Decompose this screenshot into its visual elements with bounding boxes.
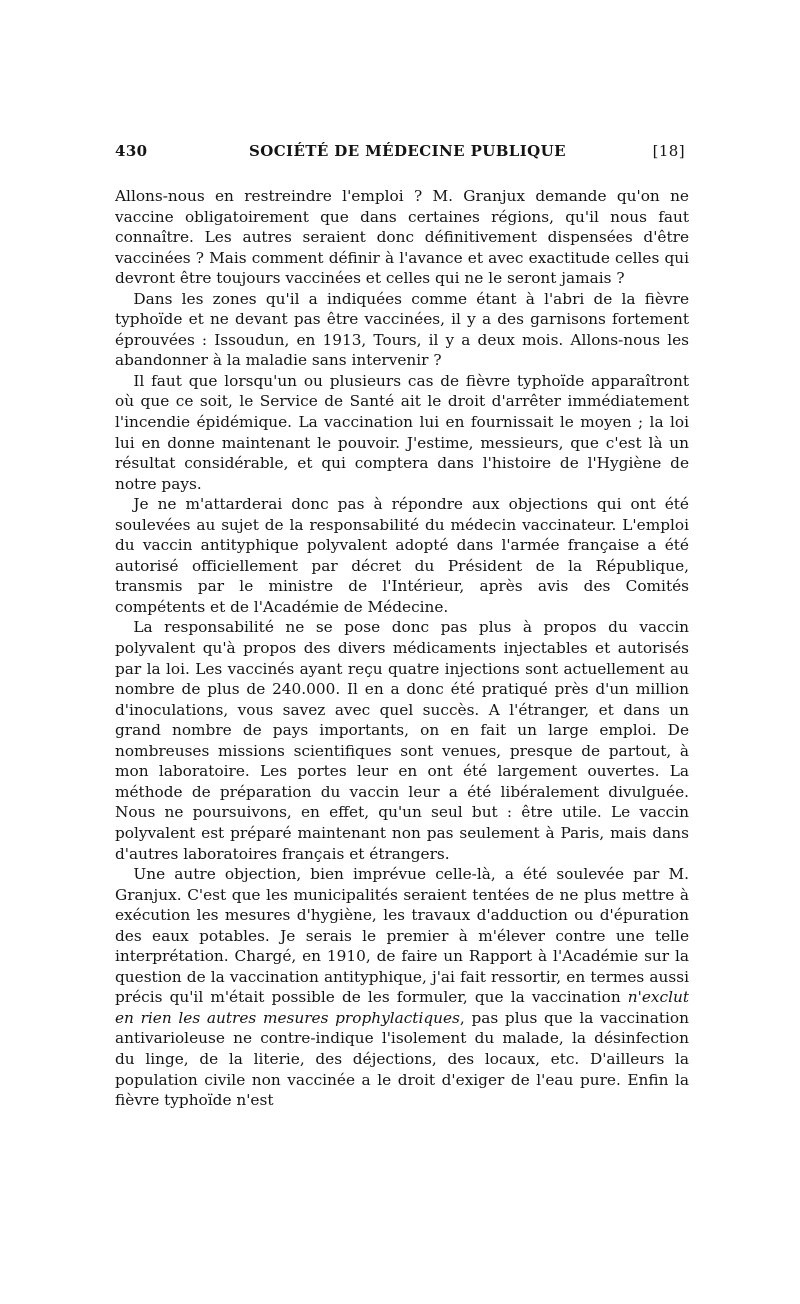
paragraph-1: Allons-nous en restreindre l'emploi ? M. Granjux demande qu'on ne vaccine obligatoirement que dans certaines régions, qu'il nous faut connaître. Les autres seraient donc définitivement dispensées d'être vaccinées ? Mais comment définir à l'avance et avec exactitude celles qui devront être toujours vaccinées et celles qui ne le seront jamais ?: [115, 187, 689, 288]
paragraph-3: Il faut que lorsqu'un ou plusieurs cas de fièvre typhoïde apparaîtront où que ce soit, le Service de Santé ait le droit d'arrêter immédiatement l'incendie épidémique. La vaccination lui en fournissait le moyen ; la loi lui en donne maintenant le pouvoir. J'estime, messieurs, que c'est là un résultat considérable, et qui comptera dans l'histoire de l'Hygiène de notre pays.: [115, 371, 689, 493]
paragraph-2: Dans les zones qu'il a indiquées comme étant à l'abri de la fièvre typhoïde et ne devant pas être vaccinées, il y a des garnisons fortement éprouvées : Issoudun, en 1913, Tours, il y a deux mois. Allons-nous les abandonner à la maladie sans intervenir ?: [115, 289, 689, 370]
paragraph-5: La responsabilité ne se pose donc pas plus à propos du vaccin polyvalent qu'à propos des divers médicaments injectables et autorisés par la loi. Les vaccinés ayant reçu quatre injections sont actuellement au nombre de plus de 240.000. Il en a donc été pratiqué près d'un million d'inoculations, vous savez avec quel succès. A l'étranger, et dans un grand nombre de pays importants, on en fait un large emploi. De nombreuses missions scientifiques sont venues, presque de partout, à mon laboratoire. Les portes leur en ont été largement ouvertes. La méthode de préparation du vaccin leur a été libéralement divulguée. Nous ne poursuivons, en effet, qu'un seul but : être utile. Le vaccin polyvalent est préparé maintenant non pas seulement à Paris, mais dans d'autres laboratoires français et étrangers.: [115, 618, 689, 863]
paragraph-6-text-after: , pas plus que la vaccination antivarioleuse ne contre-indique l'isolement du malade, la désinfection du linge, de la literie, des déjections, des locaux, etc. D'ailleurs la population civile non vaccinée a le droit d'exiger de l'eau pure. Enfin la fièvre typhoïde n'est: [115, 1008, 689, 1110]
document-page: [115, 142, 689, 1111]
folio-marker: [18]: [652, 142, 685, 160]
paragraph-6: [115, 864, 689, 1111]
paragraph-6-italic-phrase: n'exclut en rien les autres mesures prophylactiques: [115, 988, 689, 1027]
journal-title: SOCIÉTÉ DE MÉDECINE PUBLIQUE: [249, 142, 566, 160]
body-text: [115, 186, 689, 1111]
paragraph-4: Je ne m'attarderai donc pas à répondre aux objections qui ont été soulevées au sujet de la responsabilité du médecin vaccinateur. L'emploi du vaccin antityphique polyvalent adopté dans l'armée française a été autorisé officiellement par décret du Président de la République, transmis par le ministre de l'Intérieur, après avis des Comités compétents et de l'Académie de Médecine.: [115, 495, 689, 616]
running-head: [115, 142, 689, 166]
page-number: 430: [115, 142, 148, 160]
paragraph-6-text-before: Une autre objection, bien imprévue celle-là, a été soulevée par M. Granjux. C'est que les municipalités seraient tentées de ne plus mettre à exécution les mesures d'hygiène, les travaux d'adduction ou d'épuration des eaux potables. Je serais le premier à m'élever contre une telle interprétation. Chargé, en 1910, de faire un Rapport à l'Académie sur la question de la vaccination antityphique, j'ai fait ressortir, en termes aussi précis qu'il m'était possible de les formuler, que la vaccination: [115, 865, 689, 1007]
